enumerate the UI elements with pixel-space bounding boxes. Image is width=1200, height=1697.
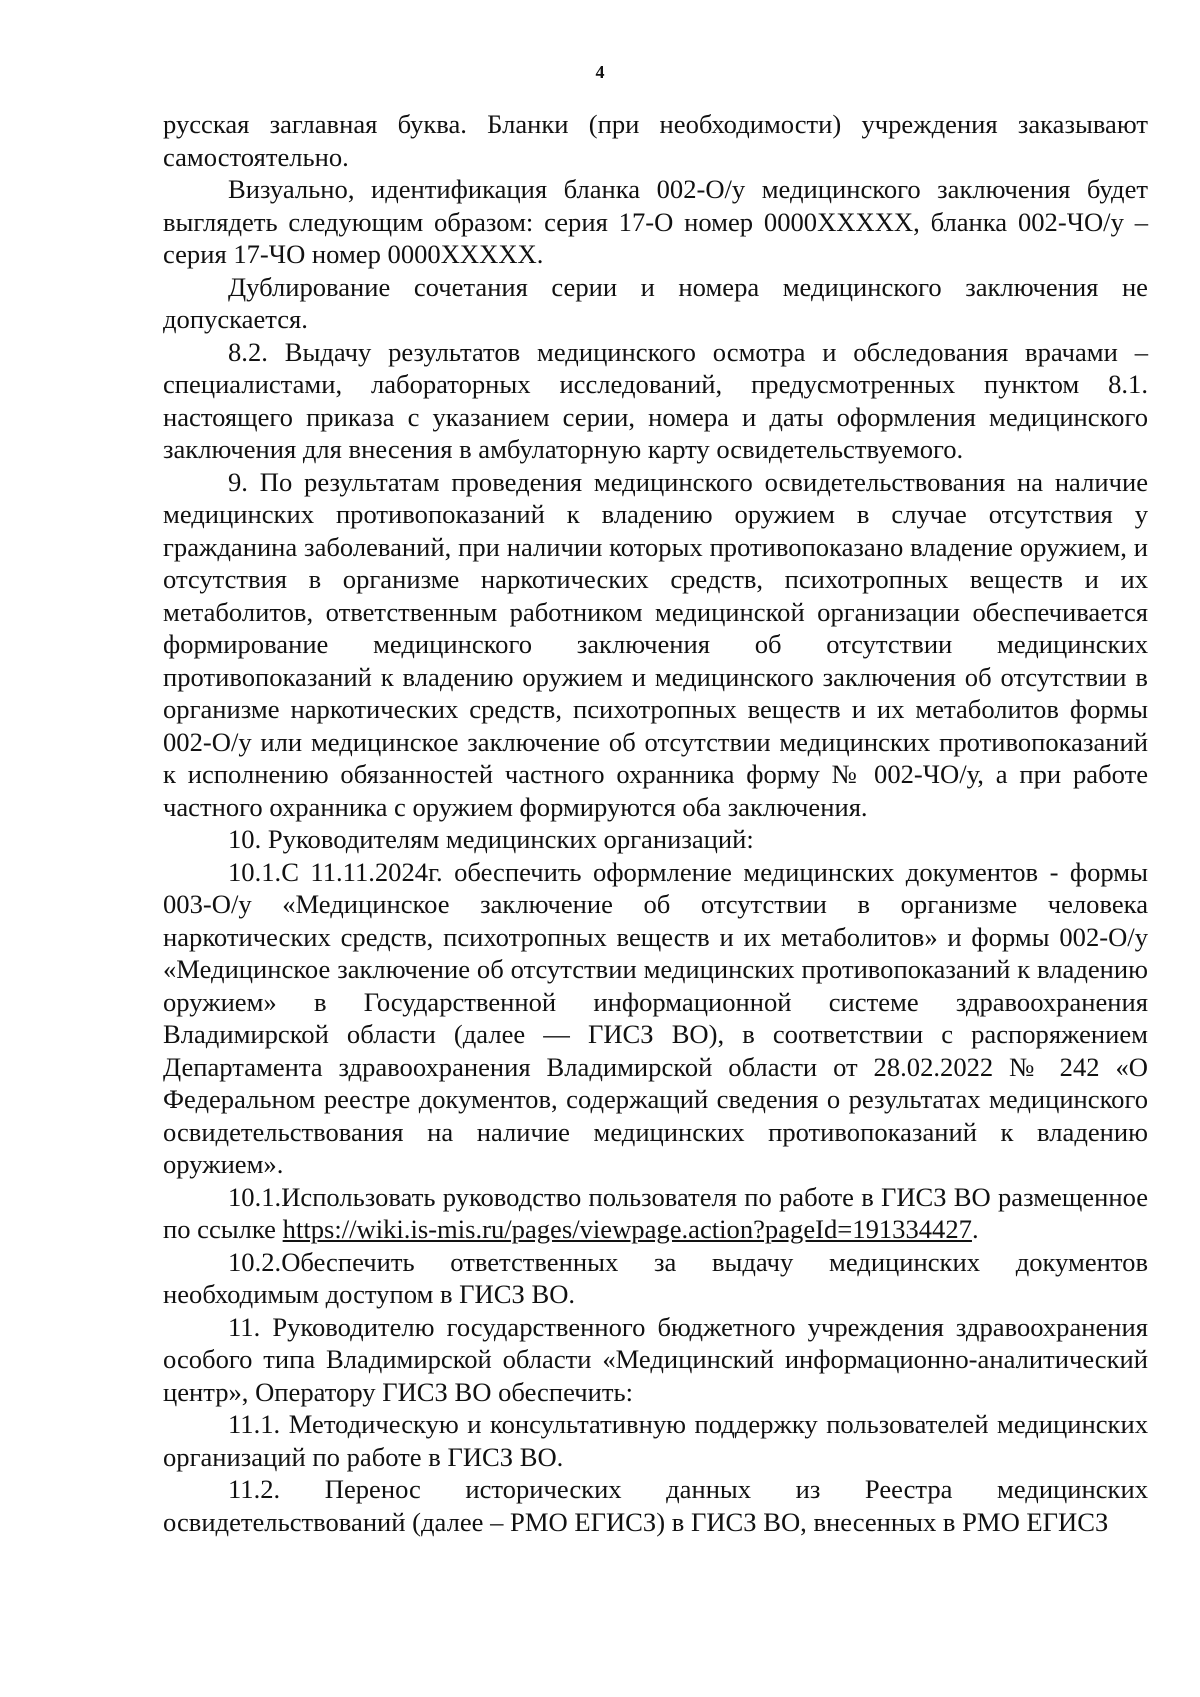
paragraph-10-2: 10.2.Обеспечить ответственных за выдачу медицинских документов необходимым доступом в ГИСЗ ВО. (163, 1246, 1148, 1309)
paragraph-10-1-text: 10.1.Использовать руководство пользователя по работе в ГИСЗ ВО размещенное по ссылке (163, 1181, 1148, 1244)
paragraph-blank-identification: Визуально, идентификация бланка 002-О/у медицинского заключения будет выглядеть следующим образом: серия 17-О номер 0000XXXXX, бланка 002-ЧО/у – серия 17-ЧО номер 0000XXXXX. (163, 174, 1148, 269)
wiki-guide-link[interactable]: https://wiki.is-mis.ru/pages/viewpage.action?pageId=191334427 (282, 1214, 972, 1244)
paragraph-11-2: 11.2. Перенос исторических данных из Реестра медицинских освидетельствований (далее – РМО ЕГИСЗ) в ГИСЗ ВО, внесенных в РМО ЕГИСЗ (163, 1474, 1148, 1537)
paragraph-11: 11. Руководителю государственного бюджетного учреждения здравоохранения особого типа Владимирской области «Медицинский информационно-аналитический центр», Оператору ГИСЗ ВО обеспечить: (163, 1311, 1148, 1407)
paragraph-10-1-end: . (971, 1214, 979, 1244)
paragraph-10-1-gisz-forms: 10.1.С 11.11.2024г. обеспечить оформление медицинских документов - формы 003-О/у «Медицинское заключение об отсутствии в организме человека наркотических средств, психотропных веществ и их метаболитов» и формы 002-О/у «Медицинское заключение об отсутствии медицинских противопоказаний к владению оружием» в Государственной информационной системе здравоохранения Владимирской области (далее — ГИСЗ ВО), в соответствии с распоряжением Департамента здравоохранения Владимирской области от 28.02.2022 № 242 «О Федеральном реестре документов, содержащий сведения о результатах медицинского освидетельствования на наличие медицинских противопоказаний к владению оружием». (163, 856, 1148, 1179)
paragraph-11-1: 11.1. Методическую и консультативную поддержку пользователей медицинских организаций по работе в ГИСЗ ВО. (163, 1409, 1148, 1472)
document-body (163, 108, 1148, 1538)
paragraph-10-1-user-guide (163, 1181, 1148, 1246)
paragraph-8-2: 8.2. Выдачу результатов медицинского осмотра и обследования врачами – специалистами, лабораторных исследований, предусмотренных пунктом 8.1. настоящего приказа с указанием серии, номера и даты оформления медицинского заключения для внесения в амбулаторную карту освидетельствуемого. (163, 336, 1148, 464)
paragraph-9: 9. По результатам проведения медицинского освидетельствования на наличие медицинских противопоказаний к владению оружием в случае отсутствия у гражданина заболеваний, при наличии которых противопоказано владение оружием, и отсутствия в организме наркотических средств, психотропных веществ и их метаболитов, ответственным работником медицинской организации обеспечивается формирование медицинского заключения об отсутствии медицинских противопоказаний к владению оружием и медицинского заключения об отсутствии в организме наркотических средств, психотропных веществ и их метаболитов формы 002-О/у или медицинское заключение об отсутствии медицинских противопоказаний к исполнению обязанностей частного охранника форму № 002-ЧО/у, а при работе частного охранника с оружием формируются оба заключения. (163, 466, 1148, 822)
page-number: 4 (595, 62, 605, 82)
paragraph-duplication-rule: Дублирование сочетания серии и номера медицинского заключения не допускается. (163, 271, 1148, 334)
paragraph-10: 10. Руководителям медицинских организаций: (228, 824, 754, 854)
paragraph-blanks-ordering: русская заглавная буква. Бланки (при необходимости) учреждения заказывают самостоятельно. (163, 109, 1148, 172)
